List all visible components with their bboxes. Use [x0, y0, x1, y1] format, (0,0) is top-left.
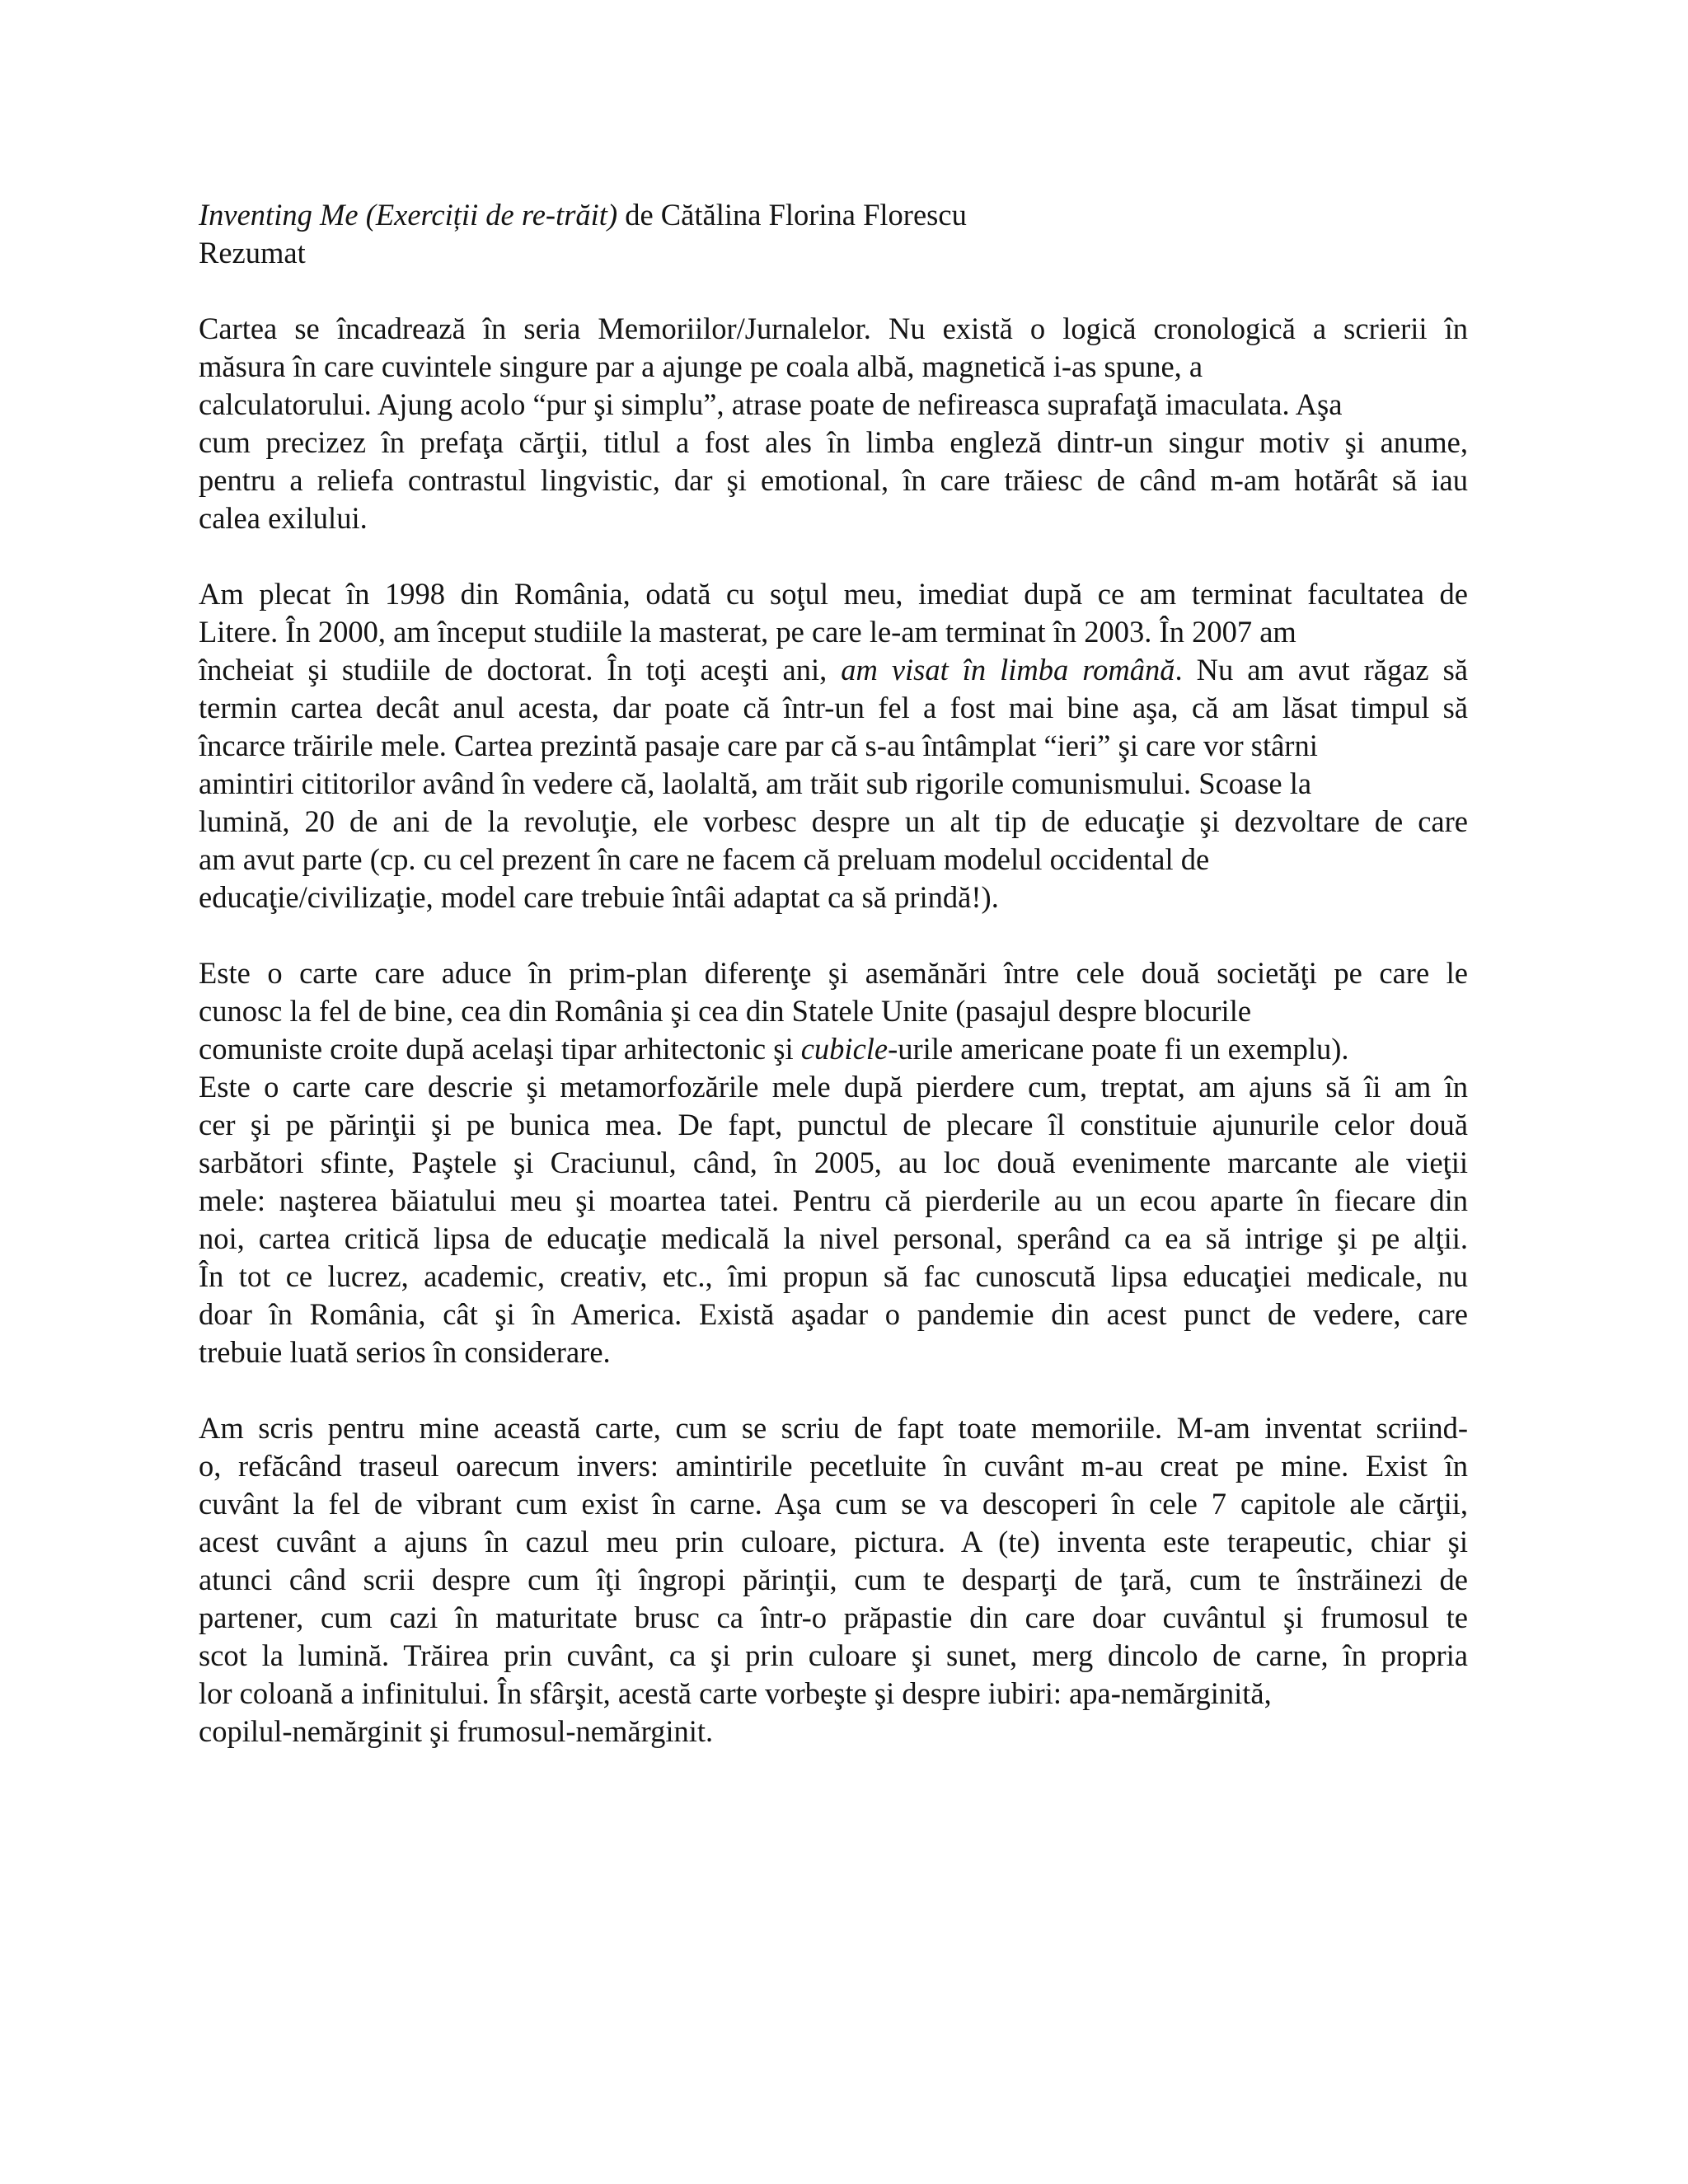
text-run: acest cuvânt a ajuns în cazul meu prin culoare, pictura. A (te) inventa este terapeutic, chiar şi [199, 1525, 1468, 1558]
text-line [199, 424, 1468, 462]
text-run: cunosc la fel de bine, cea din România şi cea din Statele Unite (pasajul despre blocurile [199, 994, 1252, 1028]
text-line [199, 992, 1468, 1030]
text-run: atunci când scrii despre cum îţi îngropi părinţii, cum te desparţi de ţară, cum te înstrăinezi de [199, 1563, 1468, 1596]
text-line [199, 803, 1468, 841]
text-run: cum precizez în prefaţa cărţii, titlul a fost ales în limba engleză dintr-un singur motiv şi anume, [199, 425, 1468, 459]
text-run: noi, cartea critică lipsa de educaţie medicală la nivel personal, sperând ca ea să intrige şi pe alţii. [199, 1221, 1468, 1255]
text-run: termin cartea decât anul acesta, dar poate că într-un fel a fost mai bine aşa, că am lăsat timpul să [199, 691, 1468, 724]
text-run: scot la lumină. Trăirea prin cuvânt, ca şi prin culoare şi sunet, merg dincolo de carne, în propria [199, 1638, 1468, 1672]
text-line [199, 1675, 1468, 1713]
text-line [199, 1599, 1468, 1637]
text-line [199, 841, 1468, 879]
text-line [199, 1258, 1468, 1296]
text-line [199, 1068, 1468, 1106]
text-line [199, 310, 1468, 348]
italic-text: am visat în limba română [841, 653, 1175, 687]
text-line [199, 1333, 1468, 1371]
text-line [199, 765, 1468, 803]
text-line [199, 1637, 1468, 1675]
text-line [199, 575, 1468, 613]
author-byline: de Cătălina Florina Florescu [617, 198, 967, 232]
text-line [199, 1409, 1468, 1447]
text-run: Am plecat în 1998 din România, odată cu soţul meu, imediat după ce am terminat facultatea de [199, 577, 1468, 611]
text-run: educaţie/civilizaţie, model care trebuie întâi adaptat ca să prindă!). [199, 880, 999, 914]
text-line [199, 1447, 1468, 1485]
text-run: trebuie luată serios în considerare. [199, 1335, 611, 1369]
text-line [199, 1220, 1468, 1258]
text-run: încheiat şi studiile de doctorat. În toţi aceşti ani, [199, 653, 842, 687]
text-line [199, 727, 1468, 765]
text-run: Este o carte care descrie şi metamorfozările mele după pierdere cum, treptat, am ajuns să îi am în [199, 1070, 1468, 1104]
text-line [199, 1030, 1468, 1068]
text-run: cer şi pe părinţii şi pe bunica mea. De fapt, punctul de plecare îl constituie ajunurile celor două [199, 1108, 1468, 1141]
book-title-italic: Inventing Me (Exerciții de re-trăit) [199, 198, 618, 232]
text-run: Litere. În 2000, am început studiile la masterat, pe care le-am terminat în 2003. În 2007 am [199, 615, 1296, 649]
text-run: doar în România, cât şi în America. Există aşadar o pandemie din acest punct de vedere, care [199, 1297, 1468, 1331]
text-line [199, 499, 1468, 537]
document-title [199, 196, 1468, 234]
text-run: . Nu am avut răgaz să [1175, 653, 1468, 687]
text-line [199, 1561, 1468, 1599]
document-page [199, 196, 1468, 1788]
text-run: comuniste croite după acelaşi tipar arhitectonic şi [199, 1032, 801, 1066]
text-run: o, refăcând traseul oarecum invers: amintirile pecetluite în cuvânt m-au creat pe mine. Exist în [199, 1449, 1468, 1483]
text-run: calea exilului. [199, 501, 368, 535]
paragraph [199, 1409, 1468, 1750]
text-run: mele: naşterea băiatului meu şi moartea tatei. Pentru că pierderile au un ecou aparte în fiecare din [199, 1183, 1468, 1217]
text-line [199, 1182, 1468, 1220]
text-line [199, 1713, 1468, 1750]
text-run: În tot ce lucrez, academic, creativ, etc., îmi propun să fac cunoscută lipsa educaţiei medicale, nu [199, 1259, 1468, 1293]
text-run: -urile americane poate fi un exemplu). [888, 1032, 1349, 1066]
paragraph [199, 575, 1468, 916]
text-run: Cartea se încadrează în seria Memoriilor/Jurnalelor. Nu există o logică cronologică a scrierii în [199, 312, 1468, 345]
text-run: lor coloană a infinitului. În sfârşit, acestă carte vorbeşte şi despre iubiri: apa-nemărginită, [199, 1676, 1272, 1710]
text-run: calculatorului. Ajung acolo “pur şi simplu”, atrase poate de nefireasca suprafaţă imaculata. Aşa [199, 387, 1343, 421]
text-line [199, 462, 1468, 499]
text-line [199, 1485, 1468, 1523]
text-run: am avut parte (cp. cu cel prezent în care ne facem că preluam modelul occidental de [199, 842, 1210, 876]
text-line [199, 1144, 1468, 1182]
paragraph [199, 954, 1468, 1371]
text-line [199, 386, 1468, 424]
italic-text: cubicle [800, 1032, 889, 1066]
text-line [199, 651, 1468, 689]
text-run: lumină, 20 de ani de la revoluţie, ele vorbesc despre un alt tip de educaţie şi dezvoltare de care [199, 804, 1468, 838]
text-run: măsura în care cuvintele singure par a ajunge pe coala albă, magnetică i-as spune, a [199, 349, 1203, 383]
body-paragraphs [199, 310, 1468, 1750]
text-run: Am scris pentru mine această carte, cum se scriu de fapt toate memoriile. M-am inventat scriind- [199, 1411, 1468, 1445]
text-run: amintiri cititorilor având în vedere că, laolaltă, am trăit sub rigorile comunismului. Scoase la [199, 766, 1312, 800]
text-run: sarbători sfinte, Paştele şi Craciunul, când, în 2005, au loc două evenimente marcante ale vieţii [199, 1146, 1468, 1179]
text-run: cuvânt la fel de vibrant cum exist în carne. Aşa cum se va descoperi în cele 7 capitole ale cărţii, [199, 1487, 1468, 1521]
text-run: încarce trăirile mele. Cartea prezintă pasaje care par că s-au întâmplat “ieri” şi care vor stârni [199, 729, 1318, 762]
text-line [199, 348, 1468, 386]
text-line [199, 954, 1468, 992]
text-line [199, 613, 1468, 651]
text-run: copilul-nemărginit şi frumosul-nemărginit. [199, 1714, 714, 1748]
text-line [199, 1296, 1468, 1333]
text-line [199, 879, 1468, 916]
text-run: partener, cum cazi în maturitate brusc ca într-o prăpastie din care doar cuvântul şi frumosul te [199, 1601, 1468, 1634]
text-line [199, 689, 1468, 727]
text-run: pentru a reliefa contrastul lingvistic, dar şi emotional, în care trăiesc de când m-am hotărât să iau [199, 463, 1468, 497]
paragraph [199, 310, 1468, 537]
text-run: Este o carte care aduce în prim-plan diferenţe şi asemănări între cele două societăţi pe care le [199, 956, 1468, 990]
text-line [199, 1523, 1468, 1561]
document-subtitle: Rezumat [199, 236, 306, 269]
text-line [199, 1106, 1468, 1144]
